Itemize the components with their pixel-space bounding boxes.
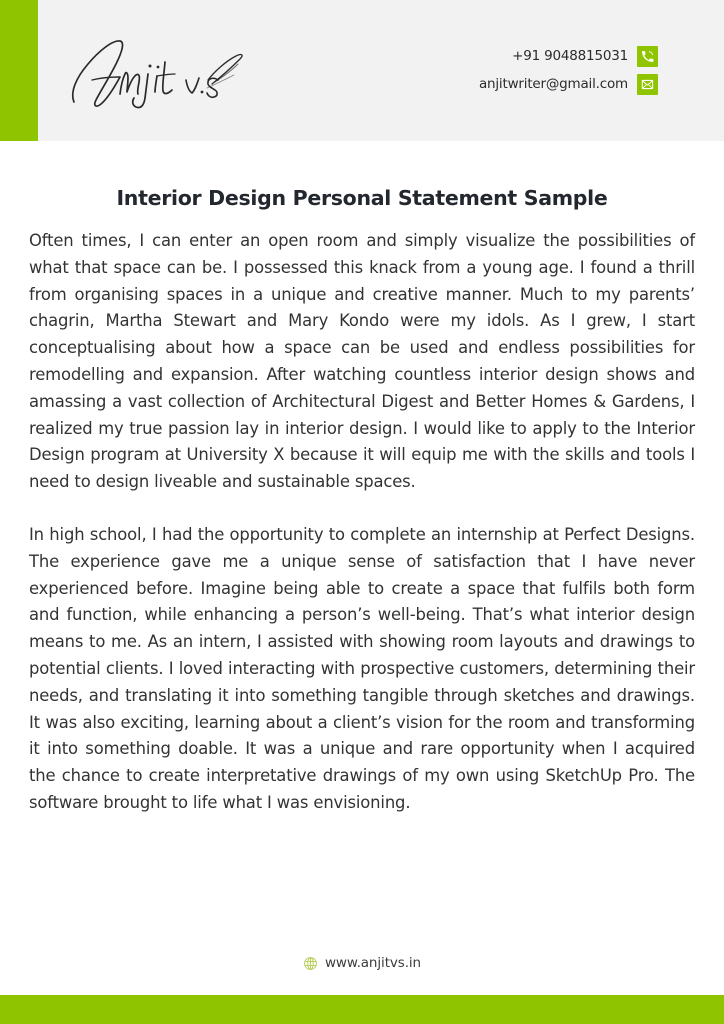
contact-details bbox=[479, 44, 658, 100]
document-body bbox=[29, 228, 695, 817]
website-url[interactable]: www.anjitvs.in bbox=[324, 955, 422, 971]
page-header bbox=[0, 0, 724, 141]
email-address: anjitwriter@gmail.com bbox=[478, 76, 628, 92]
page-footer bbox=[0, 955, 724, 971]
contact-phone-row[interactable] bbox=[479, 44, 658, 68]
phone-number: +91 9048815031 bbox=[512, 48, 628, 64]
contact-email-row[interactable] bbox=[479, 72, 658, 96]
phone-icon bbox=[637, 46, 658, 67]
signature-logo-icon bbox=[62, 32, 252, 110]
envelope-icon bbox=[637, 74, 658, 95]
paragraph-1: Often times, I can enter an open room and simply visualize the possibilities of what that space can be. I possessed this knack from a young age. I found a thrill from organising spaces in a unique and creative manner. Much to my parents’ chagrin, Martha Stewart and Mary Kondo were my idols. As I grew, I start conceptualising about how a space can be used and endless possibilities for remodelling and expansion. After watching countless interior design shows and amassing a vast collection of Architectural Digest and Better Homes & Gardens, I realized my true passion lay in interior design. I would like to apply to the Interior Design program at University X because it will equip me with the skills and tools I need to design liveable and sustainable spaces. bbox=[29, 231, 695, 492]
header-accent-bar bbox=[0, 0, 38, 141]
footer-accent-bar bbox=[0, 995, 724, 1024]
brand-logo bbox=[62, 32, 252, 110]
page-title: Interior Design Personal Statement Sample bbox=[116, 185, 608, 210]
paragraph-2: In high school, I had the opportunity to complete an internship at Perfect Designs. The experience gave me a unique sense of satisfaction that I have never experienced before. Imagine being able to create a space that fulfils both form and function, while enhancing a person’s well-being. That’s what interior design means to me. As an intern, I assisted with showing room layouts and drawings to potential clients. I loved interacting with prospective customers, determining their needs, and translating it into something tangible through sketches and drawings. It was also exciting, learning about a client’s vision for the room and transforming it into something doable. It was a unique and rare opportunity when I acquired the chance to create interpretative drawings of my own using SketchUp Pro. The software brought to life what I was envisioning. bbox=[29, 524, 695, 812]
globe-icon bbox=[303, 956, 318, 971]
